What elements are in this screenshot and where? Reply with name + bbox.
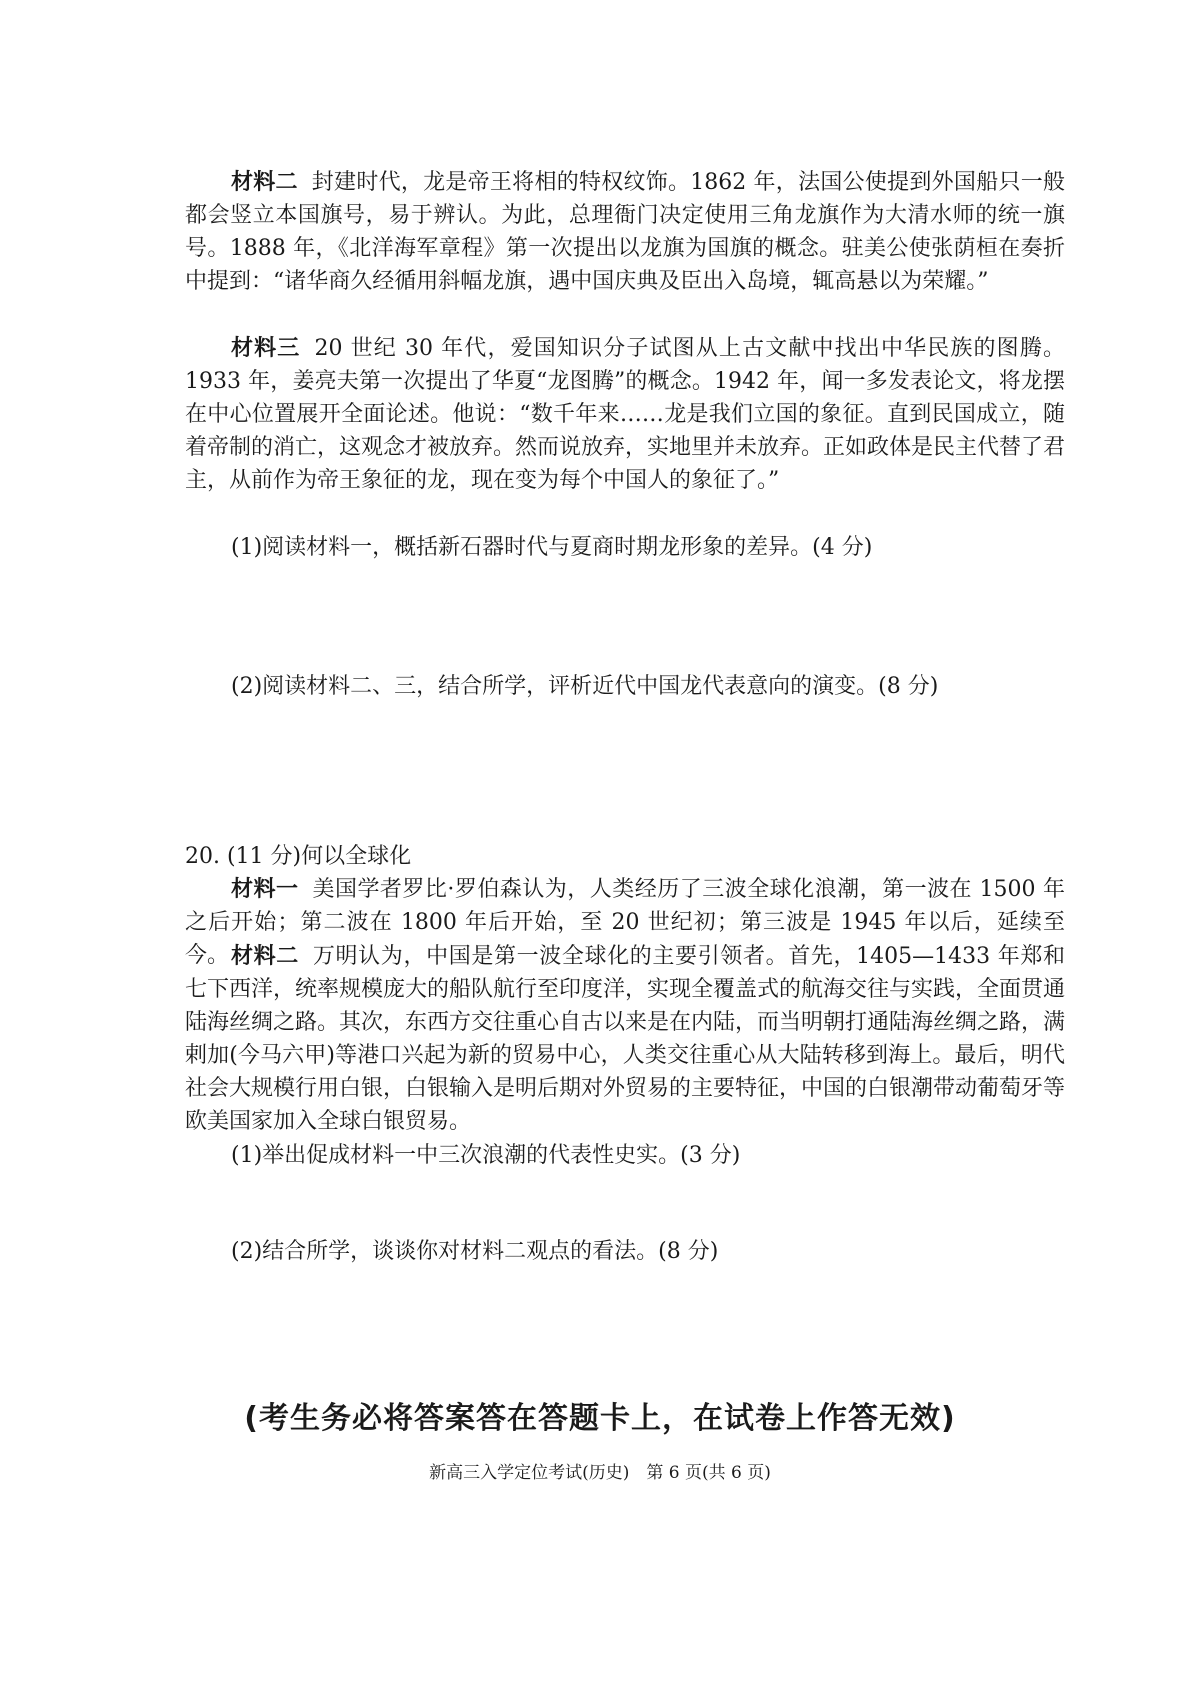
material-3-text: 20 世纪 30 年代，爱国知识分子试图从上古文献中找出中华民族的图腾。1933 年，姜亮夫第一次提出了华夏“龙图腾”的概念。1942 年，闻一多发表论文，将龙摆在中心位置展开全面论述。他说：“数千年来……龙是我们立国的象征。直到民国成立，随着帝制的消亡，这观念才被放弃。然而说放弃，实地里并未放弃。正如政体是民主代替了君主，从前作为帝王象征的龙，现在变为每个中国人的象征了。” bbox=[185, 336, 1066, 493]
question-19-2: (2)阅读材料二、三，结合所学，评析近代中国龙代表意向的演变。(8 分) bbox=[231, 674, 939, 699]
question-19-1: (1)阅读材料一，概括新石器时代与夏商时期龙形象的差异。(4 分) bbox=[231, 535, 873, 560]
material-2-block bbox=[185, 166, 1065, 298]
material-2-label: 材料二 bbox=[231, 170, 298, 195]
question-20-1: (1)举出促成材料一中三次浪潮的代表性史实。(3 分) bbox=[231, 1143, 741, 1168]
q20-material-2-text: 万明认为，中国是第一波全球化的主要引领者。首先，1405—1433 年郑和七下西洋，统率规模庞大的船队航行至印度洋，实现全覆盖式的航海交往与实践，全面贯通陆海丝绸之路。其次，东西方交往重心自古以来是在内陆，而当明朝打通陆海丝绸之路，满剌加(今马六甲)等港口兴起为新的贸易中心，人类交往重心从大陆转移到海上。最后，明代社会大规模行用白银，白银输入是明后期对外贸易的主要特征，中国的白银潮带动葡萄牙等欧美国家加入全球白银贸易。 bbox=[185, 944, 1066, 1134]
q20-material-2-block bbox=[185, 940, 1065, 1138]
material-3-paragraph bbox=[185, 332, 1065, 497]
q20-material-1-label: 材料一 bbox=[231, 877, 299, 902]
material-3-label: 材料三 bbox=[231, 336, 301, 361]
material-2-text: 封建时代，龙是帝王将相的特权纹饰。1862 年，法国公使提到外国船只一般都会竖立本国旗号，易于辨认。为此，总理衙门决定使用三角龙旗作为大清水师的统一旗号。1888 年，《北洋海军章程》第一次提出以龙旗为国旗的概念。驻美公使张荫桓在奏折中提到：“诸华商久经循用斜幅龙旗，遇中国庆典及臣出入岛境，辄高悬以为荣耀。” bbox=[185, 170, 1065, 294]
question-20-heading: 20. (11 分)何以全球化 bbox=[185, 844, 412, 869]
answer-notice: (考生务必将答案答在答题卡上，在试卷上作答无效) bbox=[244, 1401, 956, 1436]
question-20-2: (2)结合所学，谈谈你对材料二观点的看法。(8 分) bbox=[231, 1239, 719, 1264]
material-2-paragraph bbox=[185, 166, 1065, 298]
page-footer: 新高三入学定位考试(历史) 第 6 页(共 6 页) bbox=[429, 1463, 771, 1483]
q20-material-2-label: 材料二 bbox=[231, 944, 299, 969]
material-3-block bbox=[185, 332, 1065, 497]
q20-material-1-text: 美国学者罗比·罗伯森认为，人类经历了三波全球化浪潮，第一波在 1500 年之后开始；第二波在 1800 年后开始，至 20 世纪初；第三波是 1945 年以后，延续至今。 bbox=[185, 877, 1065, 968]
q20-material-2-paragraph bbox=[185, 940, 1065, 1138]
